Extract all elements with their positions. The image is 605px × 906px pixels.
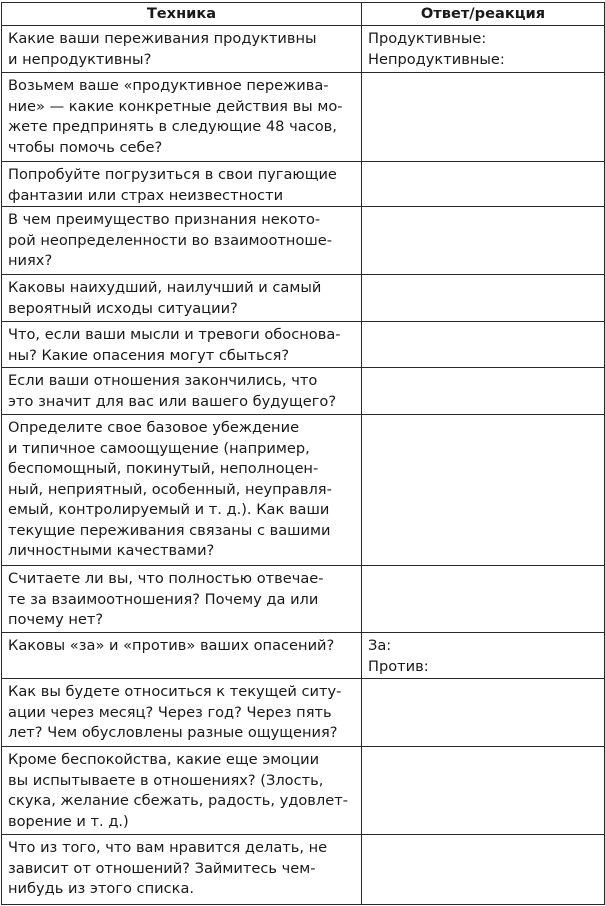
technique-cell: Каковы наихудший, наилучший и самый вероятный исходы ситуации? <box>2 275 362 322</box>
table-row <box>2 633 605 679</box>
technique-response-table <box>1 2 605 905</box>
table-row <box>2 275 605 322</box>
technique-cell: Попробуйте погрузиться в свои пугающие фантазии или страх неизвестности <box>2 162 362 207</box>
table-row <box>2 368 605 415</box>
response-cell[interactable] <box>362 73 605 162</box>
table-row <box>2 207 605 275</box>
table-row <box>2 26 605 73</box>
table-row <box>2 835 605 905</box>
technique-cell: Возьмем ваше «продуктивное пережива- ние» — какие конкретные действия вы мо- жете предпринять в следующие 48 часов, чтобы помочь себе? <box>2 73 362 162</box>
response-cell[interactable] <box>362 322 605 368</box>
technique-cell: В чем преимущество признания некото- рой неопределенности во взаимоотноше- ниях? <box>2 207 362 275</box>
response-cell[interactable] <box>362 207 605 275</box>
header-row <box>2 3 605 26</box>
technique-cell: Считаете ли вы, что полностью отвечае- те за взаимоотношения? Почему да или почему нет? <box>2 566 362 633</box>
technique-cell: Что, если ваши мысли и тревоги обоснова- ны? Какие опасения могут сбыться? <box>2 322 362 368</box>
technique-cell: Как вы будете относиться к текущей ситу- ации через месяц? Через год? Через пять лет? Чем обусловлены разные ощущения? <box>2 679 362 747</box>
table-row <box>2 679 605 747</box>
technique-cell: Что из того, что вам нравится делать, не зависит от отношений? Займитесь чем- нибудь из этого списка. <box>2 835 362 905</box>
response-cell[interactable] <box>362 566 605 633</box>
response-cell[interactable] <box>362 747 605 835</box>
table-row <box>2 566 605 633</box>
response-cell[interactable] <box>362 368 605 415</box>
header-technique: Техника <box>2 3 362 26</box>
response-cell[interactable] <box>362 679 605 747</box>
response-cell[interactable] <box>362 835 605 905</box>
table-row <box>2 322 605 368</box>
response-cell[interactable] <box>362 162 605 207</box>
response-cell[interactable]: За: Против: <box>362 633 605 679</box>
response-cell[interactable] <box>362 415 605 566</box>
table-row <box>2 73 605 162</box>
technique-cell: Если ваши отношения закончились, что это значит для вас или вашего будущего? <box>2 368 362 415</box>
technique-cell: Кроме беспокойства, какие еще эмоции вы испытываете в отношениях? (Злость, скука, желание сбежать, радость, удовлет- ворение и т. д.) <box>2 747 362 835</box>
technique-cell: Определите свое базовое убеждение и типичное самоощущение (например, беспомощный, покинутый, неполноцен- ный, неприятный, особенный, неуправля- емый, контролируемый и т. д.). Как ваши текущие переживания связаны с вашими личностными качествами? <box>2 415 362 566</box>
technique-cell: Каковы «за» и «против» ваших опасений? <box>2 633 362 679</box>
response-cell[interactable] <box>362 275 605 322</box>
header-response: Ответ/реакция <box>362 3 605 26</box>
table-row <box>2 162 605 207</box>
table-row <box>2 747 605 835</box>
table-row <box>2 415 605 566</box>
response-cell[interactable]: Продуктивные: Непродуктивные: <box>362 26 605 73</box>
technique-cell: Какие ваши переживания продуктивны и непродуктивны? <box>2 26 362 73</box>
